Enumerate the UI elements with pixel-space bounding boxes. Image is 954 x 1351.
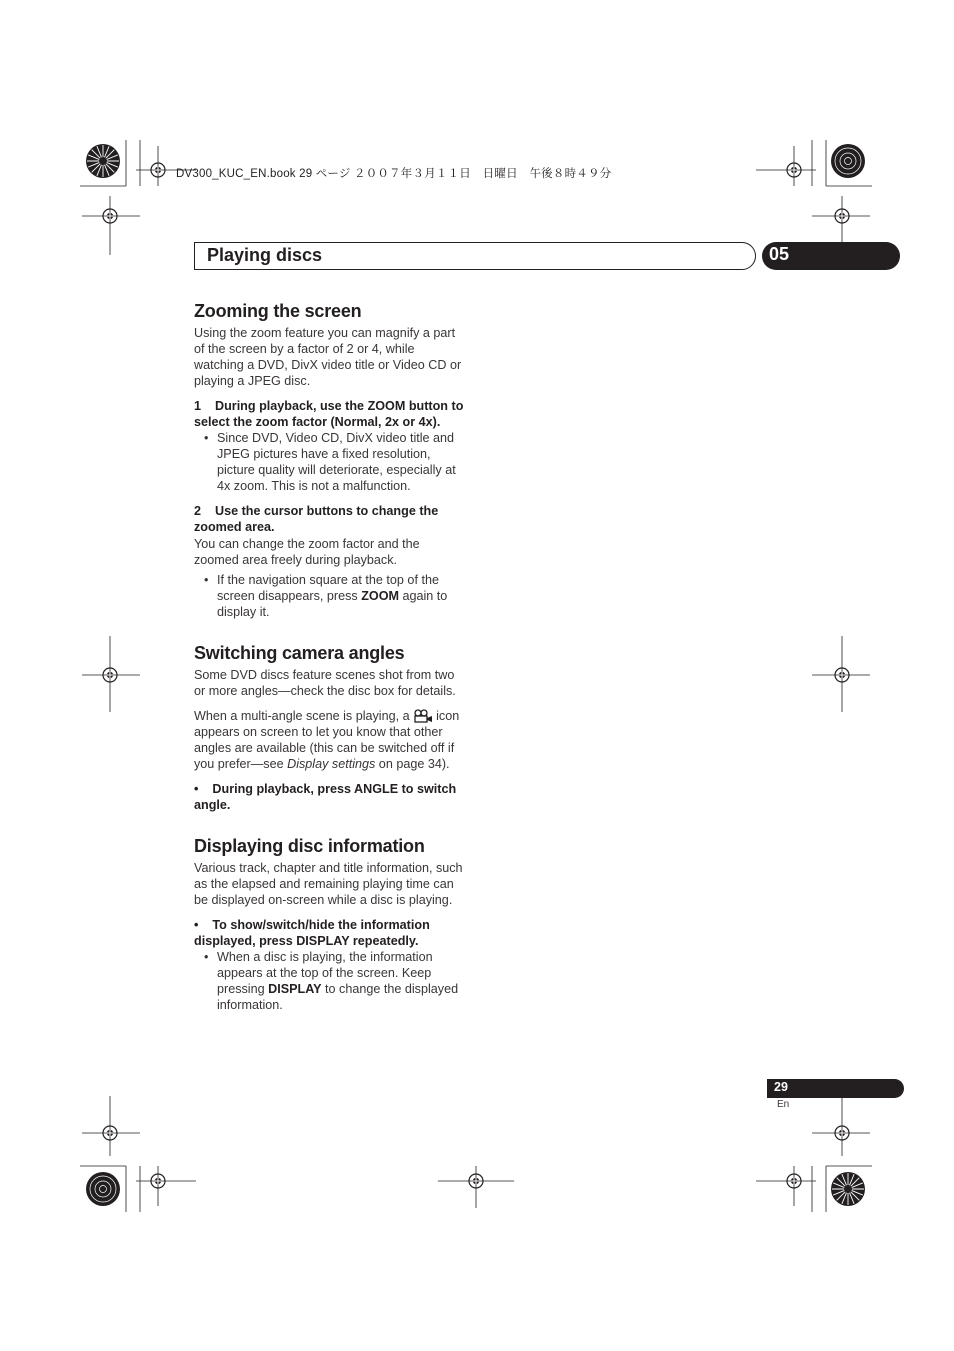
display-key-label: DISPLAY: [268, 982, 322, 996]
zoom-step-2-note: [194, 572, 466, 620]
section-heading-zoom: Zooming the screen: [194, 301, 362, 321]
note-text: to change the displayed information.: [217, 982, 459, 1012]
note-text: If the navigation square at the top of the screen disappears, press: [217, 573, 439, 603]
angles-step: • During playback, press ANGLE to switch angle.: [194, 782, 460, 812]
zoom-intro: Using the zoom feature you can magnify a part of the screen by a factor of 2 or 4, while watching a DVD, DivX video title or Video CD or playing a JPEG disc.: [194, 326, 462, 388]
angles-intro: Some DVD discs feature scenes shot from two or more angles—check the disc box for details.: [194, 668, 456, 698]
chapter-header: [194, 242, 756, 270]
page-number-box: [767, 1079, 904, 1098]
display-settings-reference: Display settings: [287, 757, 376, 771]
camera-angle-icon: [413, 709, 433, 723]
chapter-number-box: [762, 242, 900, 270]
zoom-step-1: 1 During playback, use the ZOOM button to select the zoom factor (Normal, 2x or 4x).: [194, 399, 467, 429]
starburst-icon: [86, 144, 120, 178]
disc-info-note: [194, 949, 466, 1013]
para-text: icon appears on screen to let you know that other angles are available (this can be switched off if you prefer—see: [194, 709, 460, 771]
page-number: 29: [774, 1080, 788, 1094]
disc-info-step: • To show/switch/hide the information displayed, press DISPLAY repeatedly.: [194, 918, 434, 948]
starburst-icon: [831, 144, 865, 178]
language-code: En: [777, 1099, 790, 1110]
section-heading-angles: Switching camera angles: [194, 643, 405, 663]
starburst-icon: [86, 1172, 120, 1206]
main-column: [194, 300, 466, 1013]
zoom-step-1-note: • Since DVD, Video CD, DivX video title and JPEG pictures have a fixed resolution, picture quality will deteriorate, especially at 4x zoom. This is not a malfunction.: [194, 430, 466, 494]
note-text: again to display it.: [217, 589, 448, 619]
zoom-step-2-text: You can change the zoom factor and the zoomed area freely during playback.: [194, 537, 420, 567]
chapter-title: Playing discs: [207, 245, 323, 265]
book-info-line: DV300_KUC_EN.book 29 ページ ２００７年３月１１日 日曜日 午後８時４９分: [176, 168, 612, 180]
section-heading-disc-info: Displaying disc information: [194, 836, 425, 856]
chapter-number: 05: [769, 244, 790, 264]
para-text: on page 34).: [375, 757, 450, 771]
angles-paragraph: [194, 708, 466, 772]
zoom-step-2: 2 Use the cursor buttons to change the zoomed area.: [194, 504, 442, 534]
zoom-key-label: ZOOM: [361, 589, 399, 603]
disc-info-intro: Various track, chapter and title information, such as the elapsed and remaining playing time can be displayed on-screen while a disc is playing.: [194, 861, 463, 907]
para-text: When a multi-angle scene is playing, a: [194, 709, 410, 723]
note-text: When a disc is playing, the information appears at the top of the screen. Keep pressing: [217, 950, 433, 996]
starburst-icon: [831, 1172, 865, 1206]
